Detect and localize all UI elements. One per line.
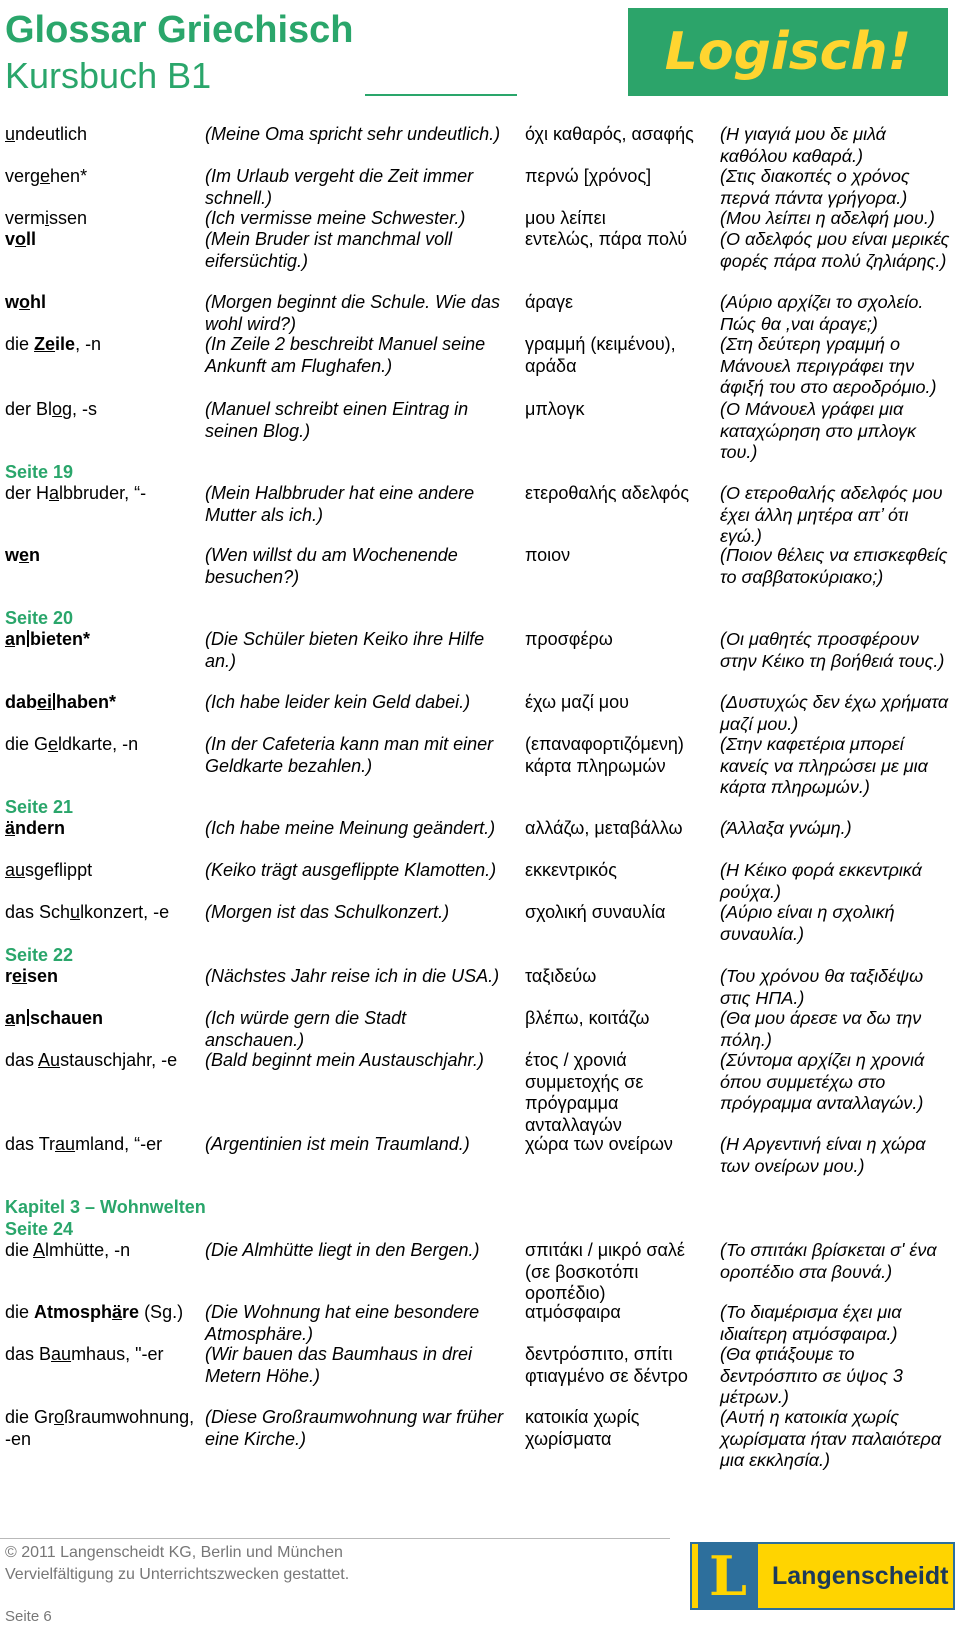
term-text: die [5, 334, 35, 354]
section-heading [0, 607, 960, 629]
greek-cell: ατμόσφαιρα [525, 1302, 621, 1322]
example-cell: (Manuel schreibt einen Eintrag in seinen Blog.) [205, 399, 469, 441]
term-text: das [5, 1050, 39, 1070]
term-cell [5, 1344, 195, 1366]
greek-example-cell: (Η γιαγιά μου δε μιλά καθόλου καθαρά.) [720, 124, 886, 166]
stressed-letter: o [52, 399, 63, 419]
term-text: lkonzert, -e [80, 902, 170, 922]
example-cell: (Argentinien ist mein Traumland.) [205, 1134, 470, 1154]
table-row [0, 292, 960, 334]
term-text: schauen [30, 1008, 104, 1028]
document-subtitle: Kursbuch B1 [5, 55, 212, 96]
greek-example-cell: (Άλλαξα γνώμη.) [720, 818, 852, 838]
chapter-label: Kapitel 3 – Wohnwelten [5, 1197, 206, 1217]
greek-example-cell: (Θα φτιάξουμε το δεντρόσπιτο σε ύψος 3 μέτρων.) [720, 1344, 903, 1408]
example-cell: (Mein Bruder ist manchmal voll eifersüchtig.) [205, 229, 453, 271]
example-cell: (Keiko trägt ausgeflippte Klamotten.) [205, 860, 497, 880]
section-heading [0, 796, 960, 818]
table-row [0, 483, 960, 545]
example-cell: (Die Schüler bieten Keiko ihre Hilfe an.) [205, 629, 485, 671]
example-cell: (Morgen beginnt die Schule. Wie das wohl wird?) [205, 292, 501, 334]
example-cell: (Wir bauen das Baumhaus in drei Metern Höhe.) [205, 1344, 472, 1386]
term-text: stauschjahr, -e [60, 1050, 178, 1070]
table-row [0, 208, 960, 229]
term-text: hl [30, 292, 47, 312]
example-cell: (Wen willst du am Wochenende besuchen?) [205, 545, 458, 587]
copy-notice: Vervielfältigung zu Unterrichtszwecken gestattet. [5, 1566, 350, 1583]
term-text: bieten* [30, 629, 91, 649]
term-cell [5, 818, 195, 840]
term-text: r [5, 966, 13, 986]
term-cell [5, 1134, 195, 1156]
table-row [0, 166, 960, 208]
greek-example-cell: (Δυστυχώς δεν έχω χρήματα μαζί μου.) [720, 692, 949, 734]
term-cell [5, 483, 195, 505]
stressed-letter: a [5, 629, 16, 649]
logo-text: Logisch! [664, 22, 912, 82]
stressed-letter: e [48, 734, 59, 754]
greek-example-cell: (Στη δεύτερη γραμμή ο Μάνουελ περιγράφει την άφιξή του στο αεροδρόμιο.) [720, 334, 937, 398]
greek-cell: προσφέρω [525, 629, 613, 649]
term-text: mland, “-er [75, 1134, 163, 1154]
greek-example-cell: (Αύριο είναι η σχολική συναυλία.) [720, 902, 895, 944]
table-row [0, 545, 960, 607]
stressed-letter: a [49, 483, 60, 503]
term-text: (Sg.) [139, 1302, 184, 1322]
greek-cell: εντελώς, πάρα πολύ [525, 229, 688, 249]
example-cell: (Mein Halbbruder hat eine andere Mutter als ich.) [205, 483, 475, 525]
term-text: w [5, 292, 20, 312]
table-row [0, 1050, 960, 1134]
term-text: ndern [15, 818, 66, 838]
greek-cell: χώρα των ονείρων [525, 1134, 673, 1154]
greek-example-cell: (Θα μου άρεσε να δω την πόλη.) [720, 1008, 922, 1050]
term-text: das B [5, 1344, 52, 1364]
section-label: Seite 22 [5, 945, 74, 965]
term-text: Atmosph [34, 1302, 113, 1322]
stressed-letter: Au [38, 1050, 61, 1070]
section-label: Seite 21 [5, 797, 74, 817]
term-text: das Tr [5, 1134, 56, 1154]
logo-letter: L [709, 1544, 747, 1608]
table-row [0, 1302, 960, 1344]
greek-cell: άραγε [525, 292, 574, 312]
term-cell [5, 334, 195, 356]
stressed-letter: i [45, 208, 49, 228]
greek-cell: όχι καθαρός, ασαφής [525, 124, 694, 144]
term-cell [5, 860, 195, 882]
logisch-logo [628, 8, 948, 96]
term-cell [5, 545, 195, 567]
term-text: ndeutlich [15, 124, 88, 144]
example-cell: (Ich habe meine Meinung geändert.) [205, 818, 496, 838]
term-cell [5, 1240, 195, 1262]
term-cell [5, 208, 195, 230]
term-cell [5, 902, 195, 924]
stressed-letter: au [55, 1134, 76, 1154]
stressed-letter: o [19, 292, 31, 312]
table-row [0, 124, 960, 166]
term-text: die G [5, 734, 49, 754]
table-row [0, 1240, 960, 1302]
table-row [0, 399, 960, 461]
greek-example-cell: (Αύριο αρχίζει το σχολείο. Πώς θα ,ναι άραγε;) [720, 292, 924, 334]
term-text: , -n [75, 334, 102, 354]
stressed-letter: ei [12, 966, 28, 986]
term-cell [5, 1302, 195, 1324]
greek-cell: εκκεντρικός [525, 860, 617, 880]
table-row [0, 334, 960, 399]
table-row [0, 818, 960, 860]
term-cell [5, 166, 195, 188]
greek-example-cell: (Σύντομα αρχίζει η χρονιά όπου συμμετέχω στο πρόγραμμα ανταλλαγών.) [720, 1050, 925, 1114]
term-cell [5, 1407, 195, 1450]
term-cell [5, 629, 195, 651]
example-cell: (In der Cafeteria kann man mit einer Geldkarte bezahlen.) [205, 734, 494, 776]
example-cell: (Ich würde gern die Stadt anschauen.) [205, 1008, 407, 1050]
footer-divider [0, 1538, 670, 1539]
chapter-heading [0, 1196, 960, 1218]
separable-prefix-bar [53, 693, 55, 710]
greek-cell: ποιον [525, 545, 571, 565]
example-cell: (Nächstes Jahr reise ich in die USA.) [205, 966, 500, 986]
table-row [0, 229, 960, 292]
greek-cell: (επαναφορτιζόμενη) κάρτα πληρωμών [525, 734, 684, 776]
greek-example-cell: (Στην καφετέρια μπορεί κανείς να πληρώσει με μια κάρτα πληρωμών.) [720, 734, 928, 798]
term-text: re [122, 1302, 140, 1322]
example-cell: (Meine Oma spricht sehr undeutlich.) [205, 124, 501, 144]
separable-prefix-bar [27, 1009, 29, 1026]
term-text: hen* [50, 166, 88, 186]
table-row [0, 734, 960, 796]
term-text: verm [5, 208, 45, 228]
stressed-letter: a [5, 1008, 16, 1028]
table-row [0, 902, 960, 944]
example-cell: (Morgen ist das Schulkonzert.) [205, 902, 450, 922]
term-text: ile [55, 334, 76, 354]
example-cell: (Ich vermisse meine Schwester.) [205, 208, 466, 228]
stressed-letter: au [5, 860, 26, 880]
greek-cell: περνώ [χρόνος] [525, 166, 652, 186]
stressed-letter: e [19, 545, 30, 565]
stressed-letter: o [54, 1407, 65, 1427]
greek-example-cell: (Ποιον θέλεις να επισκεφθείς το σαββατοκύριακο;) [720, 545, 948, 587]
section-label: Seite 19 [5, 462, 74, 482]
greek-example-cell: (Στις διακοπές ο χρόνος περνά πάντα γρήγορα.) [720, 166, 910, 208]
term-text: ssen [49, 208, 88, 228]
example-cell: (Diese Großraumwohnung war früher eine Kirche.) [205, 1407, 504, 1449]
greek-example-cell: (Ο αδελφός μου είναι μερικές φορές πάρα πολύ ζηλιάρης.) [720, 229, 950, 271]
document-title: Glossar Griechisch [5, 9, 354, 51]
term-text: dab [5, 692, 38, 712]
term-text: sen [27, 966, 59, 986]
greek-cell: βλέπω, κοιτάζω [525, 1008, 650, 1028]
term-cell [5, 734, 195, 756]
greek-example-cell: (Οι μαθητές προσφέρουν στην Κέικο τη βοήθειά τους.) [720, 629, 945, 671]
greek-cell: ταξιδεύω [525, 966, 597, 986]
term-cell [5, 124, 195, 146]
separable-prefix-bar [27, 630, 29, 647]
term-text: v [5, 229, 16, 249]
term-text: haben* [56, 692, 117, 712]
page-number: Seite 6 [5, 1608, 52, 1625]
term-text: n [15, 629, 27, 649]
example-cell: (Ich habe leider kein Geld dabei.) [205, 692, 471, 712]
greek-example-cell: (Το σπιτάκι βρίσκεται σ' ένα οροπέδιο στα βουνά.) [720, 1240, 937, 1282]
section-label: Seite 20 [5, 608, 74, 628]
term-text: der Bl [5, 399, 53, 419]
table-row [0, 692, 960, 734]
term-cell [5, 692, 195, 714]
greek-cell: ετεροθαλής αδελφός [525, 483, 689, 503]
greek-cell: μου λείπει [525, 208, 606, 228]
term-text: die [5, 1240, 34, 1260]
greek-cell: γραμμή (κειμένου), αράδα [525, 334, 676, 376]
greek-cell: μπλογκ [525, 399, 585, 419]
stressed-letter: au [51, 1344, 72, 1364]
greek-example-cell: (Του χρόνου θα ταξιδέψω στις ΗΠΑ.) [720, 966, 924, 1008]
term-text: lmhütte, -n [45, 1240, 131, 1260]
term-cell [5, 399, 195, 421]
term-cell [5, 966, 195, 988]
copyright-text: © 2011 Langenscheidt KG, Berlin und München [5, 1544, 343, 1561]
table-row [0, 629, 960, 692]
term-text: ll [26, 229, 37, 249]
page-header [0, 0, 960, 110]
page-footer [0, 1538, 960, 1628]
greek-cell: έτος / χρονιά συμμετοχής σε πρόγραμμα ανταλλαγών [525, 1050, 644, 1136]
example-cell: (In Zeile 2 beschreibt Manuel seine Ankunft am Flughafen.) [205, 334, 486, 376]
example-cell: (Die Almhütte liegt in den Bergen.) [205, 1240, 480, 1260]
term-text: n [15, 1008, 27, 1028]
example-cell: (Bald beginnt mein Austauschjahr.) [205, 1050, 484, 1070]
greek-cell: αλλάζω, μεταβάλλω [525, 818, 683, 838]
term-text: ldkarte, -n [58, 734, 139, 754]
term-text: sgeflippt [25, 860, 93, 880]
table-row [0, 966, 960, 1008]
greek-example-cell: (Ο ετεροθαλής αδελφός μου έχει άλλη μητέρα απ’ ότι εγώ.) [720, 483, 943, 547]
term-text: die [5, 1302, 35, 1322]
stressed-letter: e [40, 166, 51, 186]
stressed-letter: ä [112, 1302, 123, 1322]
table-row [0, 1407, 960, 1473]
term-text: g, -s [62, 399, 98, 419]
example-cell: (Im Urlaub vergeht die Zeit immer schnell.) [205, 166, 474, 208]
term-cell [5, 229, 195, 251]
term-text: w [5, 545, 20, 565]
section-heading [0, 1218, 960, 1240]
greek-example-cell: (Η Αργεντινή είναι η χώρα των ονείρων μου.) [720, 1134, 926, 1176]
greek-cell: σπιτάκι / μικρό σαλέ (σε βοσκοτόπι οροπέδιο) [525, 1240, 685, 1304]
stressed-letter: u [70, 902, 81, 922]
term-cell [5, 1008, 195, 1030]
title-underline [365, 94, 517, 96]
greek-example-cell: (Το διαμέρισμα έχει μια ιδιαίτερη ατμόσφαιρα.) [720, 1302, 902, 1344]
term-text: n [29, 545, 41, 565]
stressed-letter: A [33, 1240, 46, 1260]
term-text: das Sch [5, 902, 71, 922]
langenscheidt-logo [690, 1542, 955, 1610]
greek-example-cell: (Αυτή η κατοικία χωρίς χωρίσματα ήταν παλαιότερα μια εκκλησία.) [720, 1407, 942, 1471]
section-heading [0, 461, 960, 483]
glossary-table [0, 124, 960, 1473]
greek-cell: δεντρόσπιτο, σπίτι φτιαγμένο σε δέντρο [525, 1344, 688, 1386]
greek-example-cell: (Ο Μάνουελ γράφει μια καταχώρηση στο μπλογκ του.) [720, 399, 917, 463]
table-row [0, 1134, 960, 1196]
section-label: Seite 24 [5, 1219, 74, 1239]
greek-cell: σχολική συναυλία [525, 902, 666, 922]
stressed-letter: ei [37, 692, 53, 712]
term-text: lbbruder, “- [59, 483, 147, 503]
stressed-letter: Ze [34, 334, 56, 354]
logo-mark [698, 1544, 758, 1608]
stressed-letter: ä [5, 818, 16, 838]
table-row [0, 1344, 960, 1407]
greek-cell: κατοικία χωρίς χωρίσματα [525, 1407, 640, 1449]
example-cell: (Die Wohnung hat eine besondere Atmosphäre.) [205, 1302, 480, 1344]
greek-cell: έχω μαζί μου [525, 692, 629, 712]
term-text: ßraumwohnung, -en [5, 1407, 195, 1449]
term-text: die Gr [5, 1407, 55, 1427]
term-text: mhaus, "-er [71, 1344, 164, 1364]
term-cell [5, 292, 195, 314]
stressed-letter: u [5, 124, 16, 144]
term-text: der H [5, 483, 50, 503]
term-cell [5, 1050, 195, 1072]
stressed-letter: o [15, 229, 27, 249]
table-row [0, 860, 960, 902]
table-row [0, 1008, 960, 1050]
greek-example-cell: (Μου λείπει η αδελφή μου.) [720, 208, 935, 228]
publisher-name: Langenscheidt [772, 1562, 949, 1590]
greek-example-cell: (Η Κέικο φορά εκκεντρικά ρούχα.) [720, 860, 922, 902]
section-heading [0, 944, 960, 966]
term-text: verg [5, 166, 41, 186]
